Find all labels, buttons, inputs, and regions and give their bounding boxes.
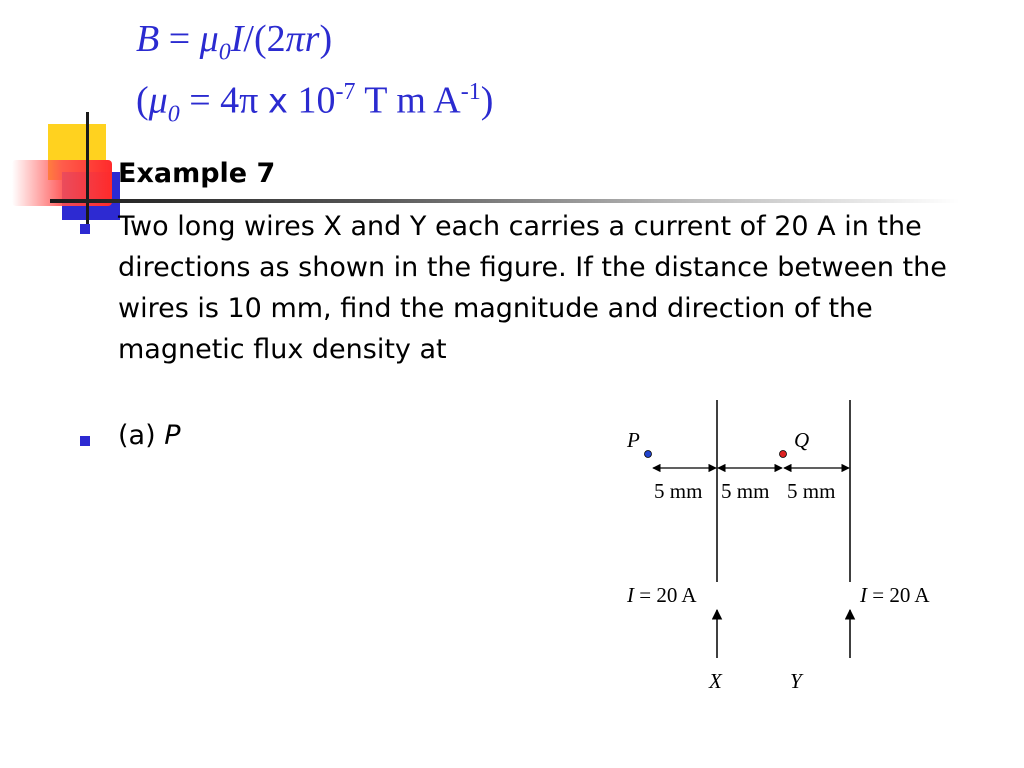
- question-part-a: [118, 420, 181, 451]
- formula2-open: (: [136, 79, 149, 122]
- formula2-close: ): [480, 79, 494, 122]
- formula2-base: 10: [287, 79, 336, 122]
- part-a-label: (a): [118, 420, 165, 451]
- wire-diagram: [600, 396, 950, 696]
- formula-division: /(2: [243, 18, 286, 60]
- decor-vertical-rule: [86, 112, 89, 224]
- formula-mu: μ: [199, 18, 219, 60]
- formula-current: I: [230, 18, 244, 60]
- point-p-dot: [645, 451, 652, 458]
- part-a-point: P: [164, 420, 181, 451]
- bullet-square-icon: [80, 436, 90, 446]
- point-q-dot: [780, 451, 787, 458]
- formula-close: ): [319, 18, 333, 60]
- formula2-times: x: [267, 81, 288, 122]
- formula2-units: T m A: [355, 79, 461, 122]
- dimension-label-2: 5 mm: [721, 479, 770, 503]
- formula2-mu: μ: [148, 79, 168, 122]
- point-p-label: P: [627, 428, 640, 452]
- current-label-y: I = 20 A: [860, 583, 930, 607]
- example-title: Example 7: [118, 158, 276, 189]
- wire-y-label: Y: [790, 669, 802, 693]
- dimension-label-3: 5 mm: [787, 479, 836, 503]
- formula-r: r: [304, 18, 320, 60]
- formula-equals: =: [159, 18, 200, 60]
- title-divider: [50, 199, 960, 203]
- formula-pi: π: [285, 18, 305, 60]
- formula-line-1: [136, 20, 332, 65]
- formula2-mu-subscript: 0: [167, 101, 180, 128]
- bullet-square-icon: [80, 224, 90, 234]
- point-q-label: Q: [794, 428, 810, 452]
- current-label-x: I = 20 A: [627, 583, 697, 607]
- problem-statement: Two long wires X and Y each carries a current of 20 A in the directions as shown in the figure. If the distance between the wires is 10 mm, find the magnitude and direction of the magnetic flux density at: [118, 211, 947, 365]
- formula-b: B: [136, 18, 160, 60]
- formula2-equals: = 4π: [179, 79, 268, 122]
- formula-line-2: [136, 80, 493, 126]
- formula-mu-subscript: 0: [218, 39, 231, 66]
- formula2-units-exponent: -1: [460, 79, 481, 105]
- formula2-exponent: -7: [335, 79, 356, 105]
- dimension-label-1: 5 mm: [654, 479, 703, 503]
- wire-x-label: X: [709, 669, 722, 693]
